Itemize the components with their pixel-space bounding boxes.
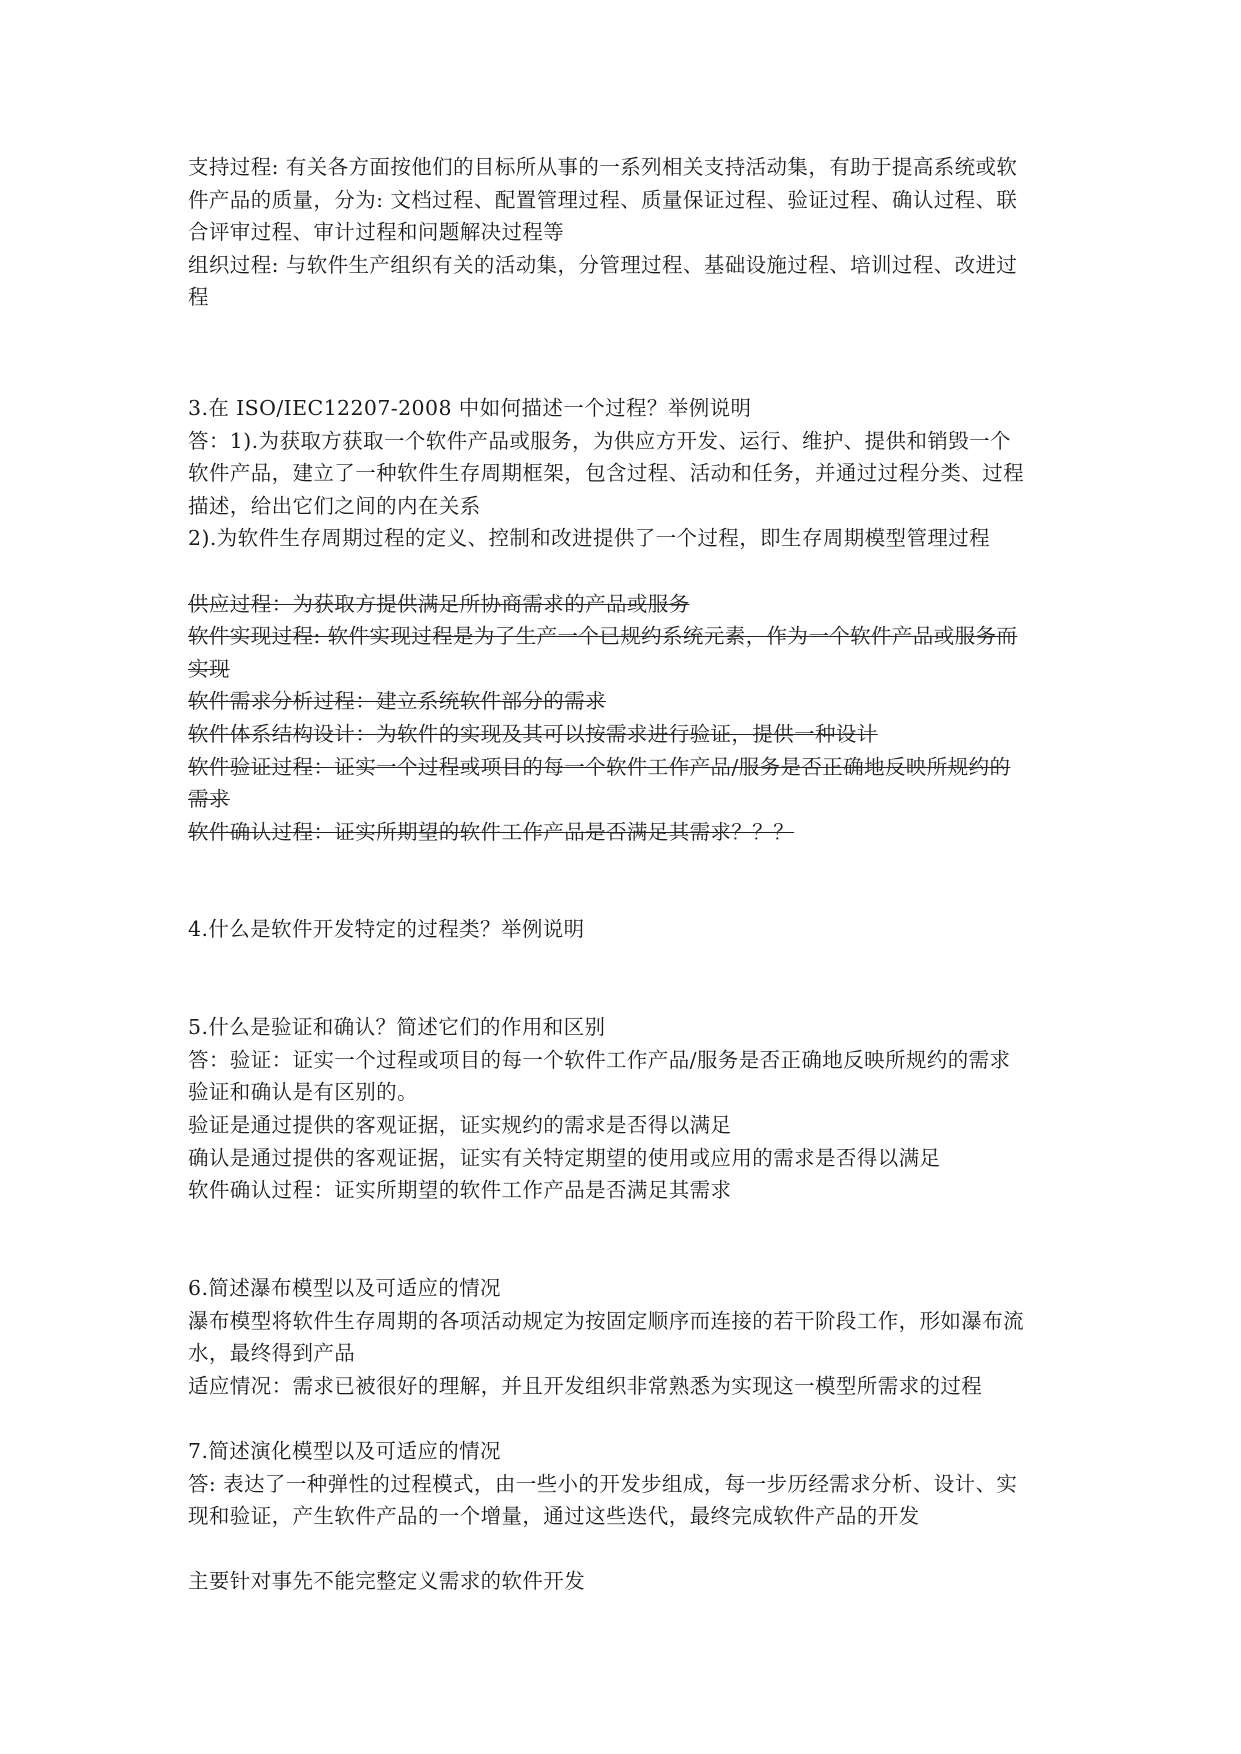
text-line: 验证是通过提供的客观证据，证实规约的需求是否得以满足	[188, 1113, 732, 1138]
text-line: 软件产品，建立了一种软件生存周期框架，包含过程、活动和任务，并通过过程分类、过程	[188, 461, 1024, 486]
text-line: 适应情况：需求已被很好的理解，并且开发组织非常熟悉为实现这一模型所需求的过程	[188, 1373, 983, 1398]
text-line: 合评审过程、审计过程和问题解决过程等	[188, 220, 565, 245]
support-process-paragraph	[188, 151, 1060, 249]
question-3-section	[188, 392, 1060, 848]
text-line: 件产品的质量，分为: 文档过程、配置管理过程、质量保证过程、验证过程、确认过程、联	[188, 187, 1018, 212]
question-heading: 4.什么是软件开发特定的过程类？举例说明	[188, 917, 585, 942]
text-line: 答：1).为获取方获取一个软件产品或服务，为供应方开发、运行、维护、提供和销毁一个	[188, 428, 1011, 453]
text-line: 验证和确认是有区别的。	[188, 1080, 418, 1105]
struck-text-line: 软件需求分析过程：建立系统软件部分的需求	[188, 689, 606, 714]
text-line: 确认是通过提供的客观证据，证实有关特定期望的使用或应用的需求是否得以满足	[188, 1145, 941, 1170]
struck-text-line: 需求	[188, 787, 230, 812]
text-line: 2).为软件生存周期过程的定义、控制和改进提供了一个过程，即生存周期模型管理过程	[188, 526, 991, 551]
text-line: 答: 表达了一种弹性的过程模式，由一些小的开发步组成，每一步历经需求分析、设计、实	[188, 1471, 1018, 1496]
question-heading: 5.什么是验证和确认？简述它们的作用和区别	[188, 1015, 606, 1040]
struck-text-line: 软件确认过程：证实所期望的软件工作产品是否满足其需求？？？	[188, 819, 795, 844]
question-4-section	[188, 913, 1060, 946]
text-line: 描述，给出它们之间的内在关系	[188, 493, 481, 518]
question-heading: 3.在 ISO/IEC12207-2008 中如何描述一个过程？举例说明	[188, 395, 752, 420]
struck-text-line: 软件体系结构设计：为软件的实现及其可以按需求进行验证，提供一种设计	[188, 721, 878, 746]
document-page	[188, 151, 1060, 1598]
text-line: 组织过程: 与软件生产组织有关的活动集，分管理过程、基础设施过程、培训过程、改进过	[188, 252, 1018, 277]
text-line: 软件确认过程：证实所期望的软件工作产品是否满足其需求	[188, 1178, 732, 1203]
struck-text-line: 供应过程：为获取方提供满足所协商需求的产品或服务	[188, 591, 690, 616]
struck-text-line: 实现	[188, 656, 230, 681]
question-7-section	[188, 1435, 1060, 1598]
text-line: 水，最终得到产品	[188, 1341, 356, 1366]
question-5-section	[188, 1011, 1060, 1207]
org-process-paragraph	[188, 249, 1060, 314]
text-line: 现和验证，产生软件产品的一个增量，通过这些迭代，最终完成软件产品的开发	[188, 1504, 920, 1529]
question-6-section	[188, 1272, 1060, 1402]
text-line: 程	[188, 285, 209, 310]
text-line: 答：验证：证实一个过程或项目的每一个软件工作产品/服务是否正确地反映所规约的需求	[188, 1047, 1011, 1072]
text-line: 瀑布模型将软件生存周期的各项活动规定为按固定顺序而连接的若干阶段工作，形如瀑布流	[188, 1308, 1024, 1333]
struck-text-line: 软件验证过程：证实一个过程或项目的每一个软件工作产品/服务是否正确地反映所规约的	[188, 754, 1011, 779]
text-line: 主要针对事先不能完整定义需求的软件开发	[188, 1569, 586, 1594]
text-line: 支持过程: 有关各方面按他们的目标所从事的一系列相关支持活动集，有助于提高系统或软	[188, 155, 1018, 179]
question-heading: 7.简述演化模型以及可适应的情况	[188, 1438, 501, 1463]
struck-text-line: 软件实现过程: 软件实现过程是为了生产一个已规约系统元素，作为一个软件产品或服务而	[188, 624, 1018, 649]
question-heading: 6.简述瀑布模型以及可适应的情况	[188, 1276, 501, 1300]
struck-through-block	[188, 588, 1060, 849]
